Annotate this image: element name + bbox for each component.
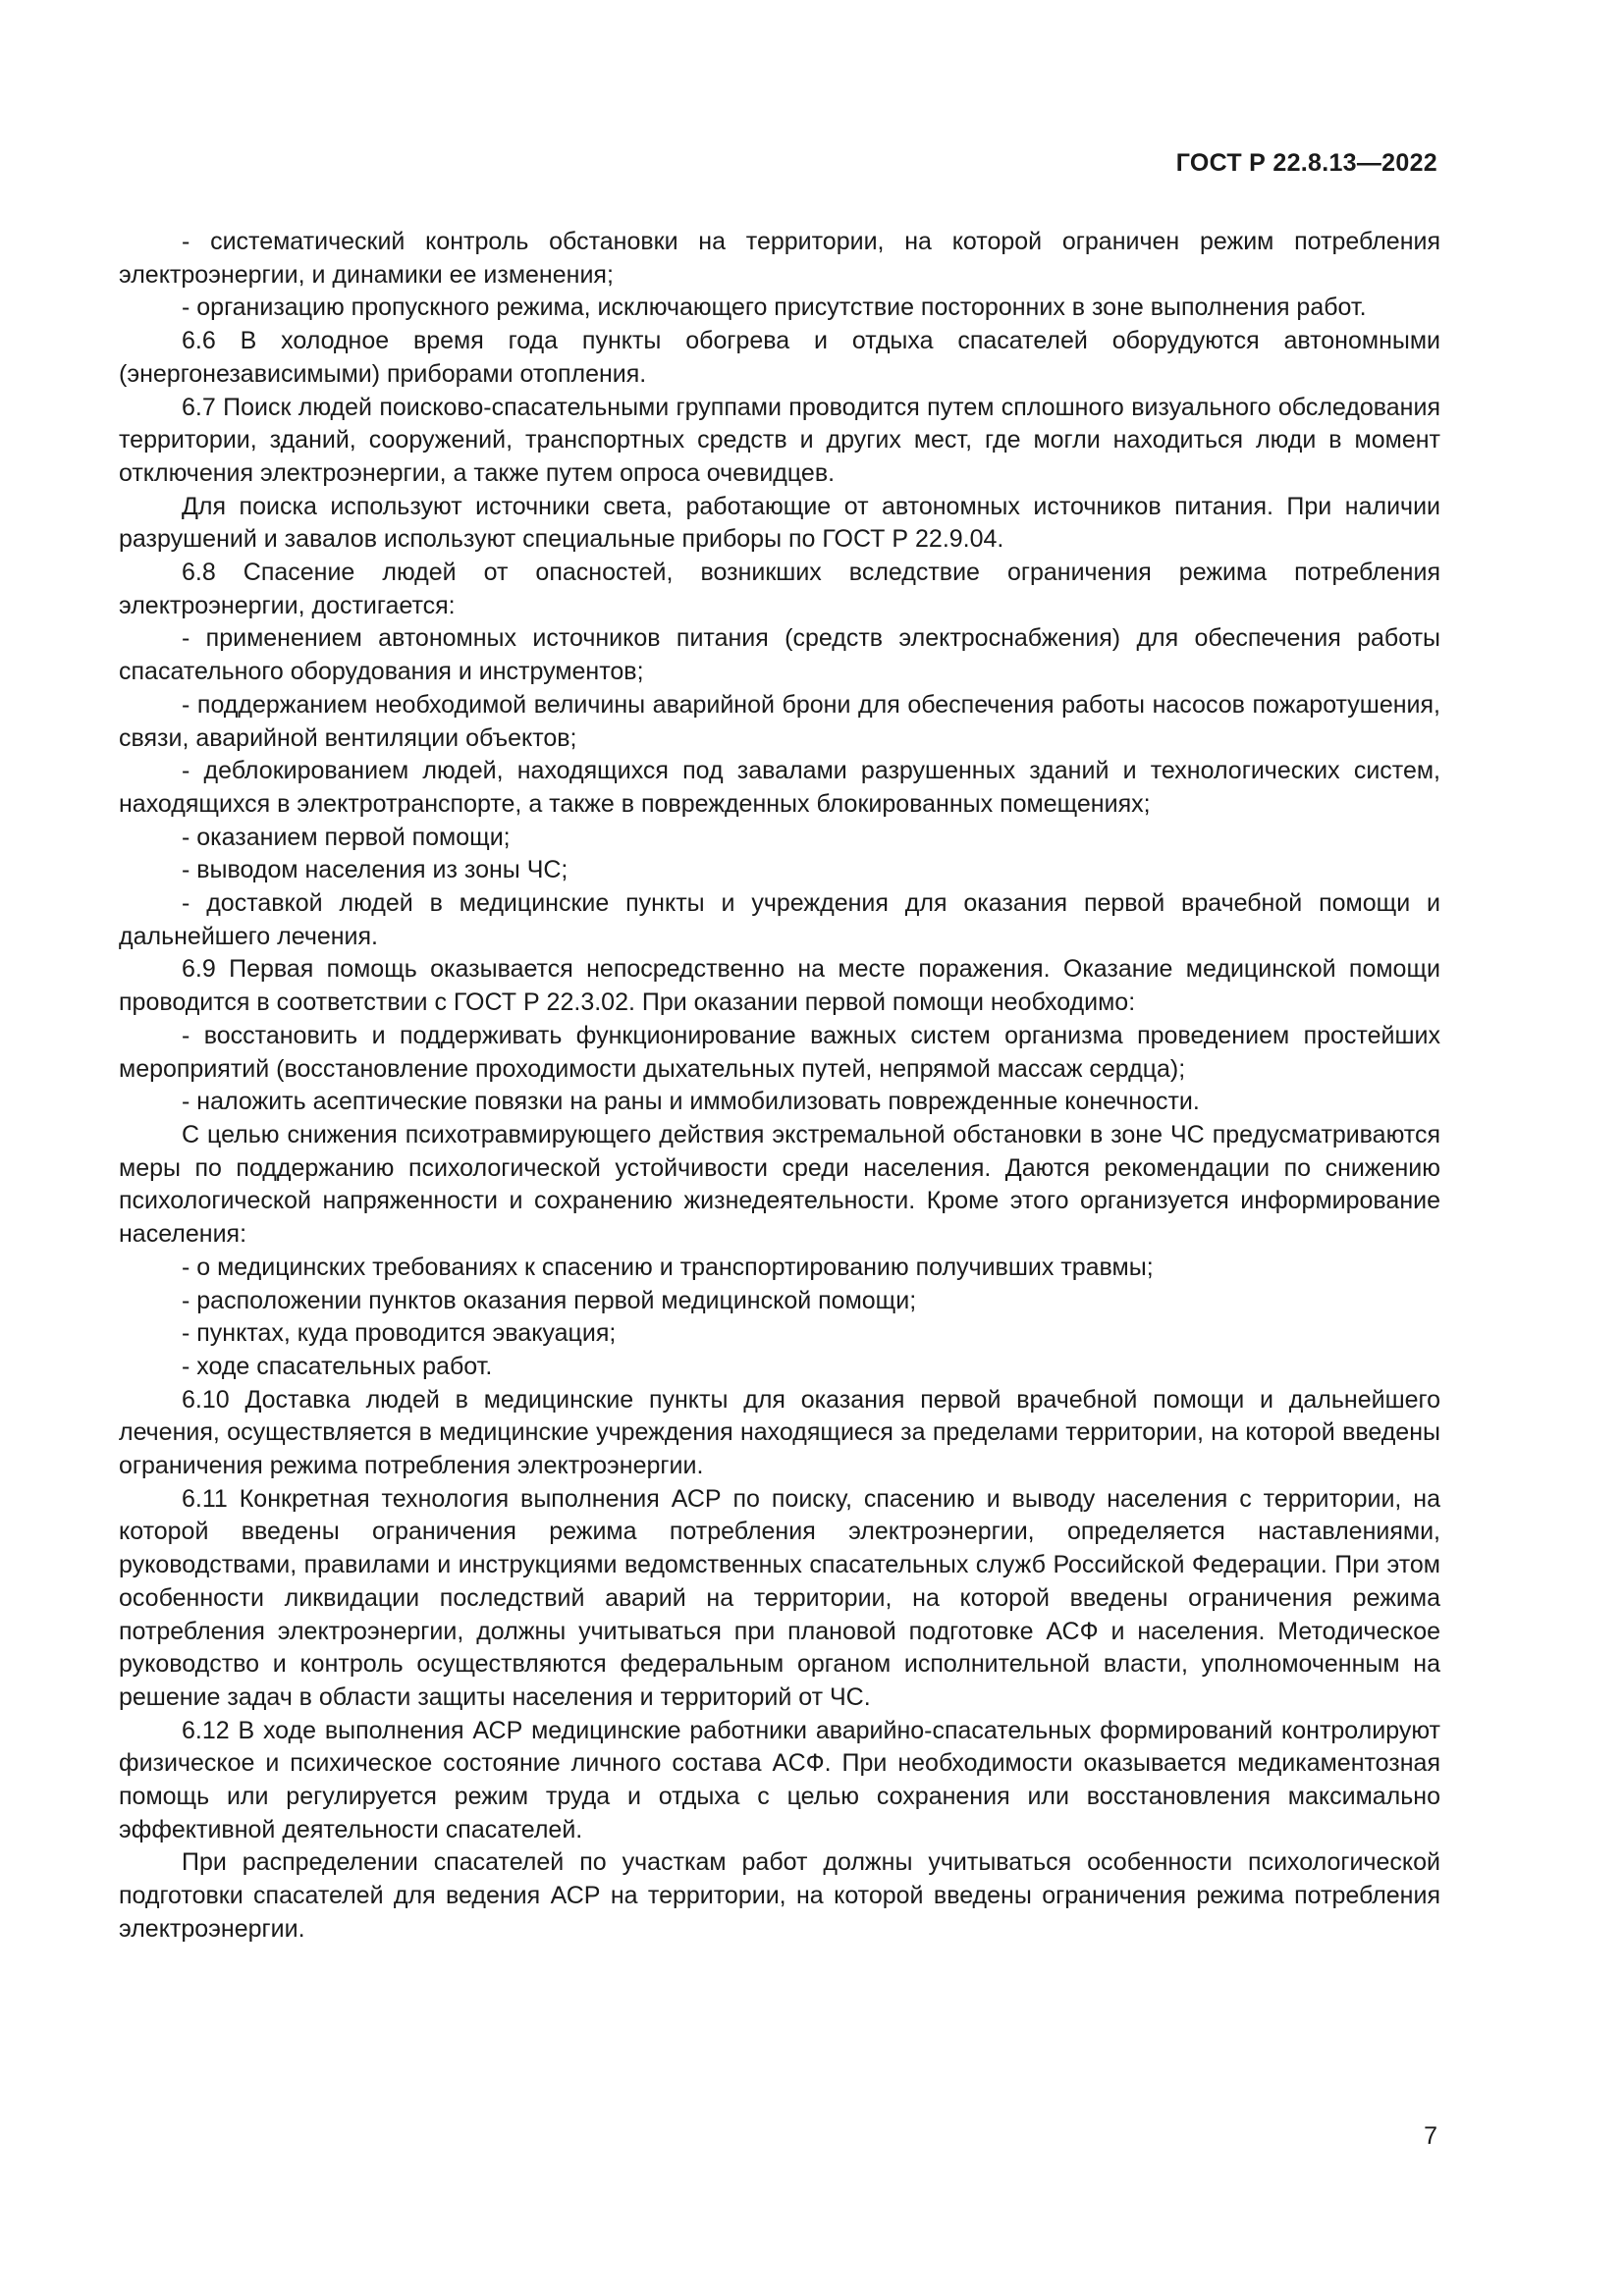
paragraph: - выводом населения из зоны ЧС; xyxy=(182,856,568,884)
paragraph: 6.9 Первая помощь оказывается непосредственно на месте поражения. Оказание медицинской помощи проводится в соответствии с ГОСТ Р 22.3.02. При оказании первой помощи необходимо: xyxy=(119,955,1440,1017)
paragraph: 6.8 Спасение людей от опасностей, возникших вследствие ограничения режима потребления электроэнергии, достигается: xyxy=(119,559,1440,619)
paragraph: - восстановить и поддерживать функционирование важных систем организма проведением простейших мероприятий (восстановление проходимости дыхательных путей, непрямой массаж сердца); xyxy=(119,1021,1440,1083)
standard-code-header: ГОСТ Р 22.8.13—2022 xyxy=(1175,149,1437,177)
paragraph: 6.7 Поиск людей поисково-спасательными группами проводится путем сплошного визуального обследования территории, зданий, сооружений, транспортных средств и других мест, где могли находиться люди в момент отключения электроэнергии, а также путем опроса очевидцев. xyxy=(119,393,1440,487)
paragraph: - доставкой людей в медицинские пункты и учреждения для оказания первой врачебной помощи и дальнейшего лечения. xyxy=(119,889,1440,950)
paragraph: С целью снижения психотравмирующего действия экстремальной обстановки в зоне ЧС предусматриваются меры по поддержанию психологической устойчивости среди населения. Даются рекомендации по снижению психологической напряженности и сохранению жизнедеятельности. Кроме этого организуется информирование населения: xyxy=(119,1120,1440,1249)
paragraph: - поддержанием необходимой величины аварийной брони для обеспечения работы насосов пожаротушения, связи, аварийной вентиляции объектов; xyxy=(119,690,1440,752)
paragraph: 6.10 Доставка людей в медицинские пункты для оказания первой врачебной помощи и дальнейшего лечения, осуществляется в медицинские учреждения находящиеся за пределами территории, на которой введены ограничения режима потребления электроэнергии. xyxy=(119,1385,1440,1480)
paragraph: При распределении спасателей по участкам работ должны учитываться особенности психологической подготовки спасателей для ведения АСР на территории, на которой введены ограничения режима потребления электроэнергии. xyxy=(119,1848,1440,1943)
paragraph: 6.6 В холодное время года пункты обогрева и отдыха спасателей оборудуются автономными (энергонезависимыми) приборами отопления. xyxy=(119,327,1440,388)
paragraph: - наложить асептические повязки на раны и иммобилизовать поврежденные конечности. xyxy=(182,1088,1200,1116)
paragraph: - организацию пропускного режима, исключающего присутствие посторонних в зоне выполнения работ. xyxy=(182,294,1367,322)
paragraph: Для поиска используют источники света, работающие от автономных источников питания. При наличии разрушений и завалов используют специальные приборы по ГОСТ Р 22.9.04. xyxy=(119,492,1440,554)
paragraph: - деблокированием людей, находящихся под завалами разрушенных зданий и технологических систем, находящихся в электротранспорте, а также в поврежденных блокированных помещениях; xyxy=(119,757,1440,818)
paragraph: 6.11 Конкретная технология выполнения АСР по поиску, спасению и выводу населения с территории, на которой введены ограничения режима потребления электроэнергии, определяется наставлениями, руководствами, правилами и инструкциями ведомственных спасательных служб Российской Федерации. При этом особенности ликвидации последствий аварий на территории, на которой введены ограничения режима потребления электроэнергии, должны учитываться при плановой подготовке АСФ и населения. Методическое руководство и контроль осуществляются федеральным органом исполнительной власти, уполномоченным на решение задач в области защиты населения и территорий от ЧС. xyxy=(119,1484,1440,1711)
paragraph: - систематический контроль обстановки на территории, на которой ограничен режим потребления электроэнергии, и динамики ее изменения; xyxy=(119,228,1440,289)
page-body xyxy=(119,226,1440,1947)
paragraph: - ходе спасательных работ. xyxy=(182,1352,493,1380)
paragraph: 6.12 В ходе выполнения АСР медицинские работники аварийно-спасательных формирований контролируют физическое и психическое состояние личного состава АСФ. При необходимости оказывается медикаментозная помощь или регулируется режим труда и отдыха с целью сохранения или восстановления максимально эффективной деятельности спасателей. xyxy=(119,1716,1440,1843)
paragraph: - пунктах, куда проводится эвакуация; xyxy=(182,1319,617,1348)
paragraph: - расположении пунктов оказания первой медицинской помощи; xyxy=(182,1286,917,1314)
page-number: 7 xyxy=(1424,2122,1437,2150)
paragraph: - о медицинских требованиях к спасению и транспортированию получивших травмы; xyxy=(182,1253,1154,1281)
paragraph: - оказанием первой помощи; xyxy=(182,823,511,851)
paragraph: - применением автономных источников питания (средств электроснабжения) для обеспечения работы спасательного оборудования и инструментов; xyxy=(119,624,1440,686)
